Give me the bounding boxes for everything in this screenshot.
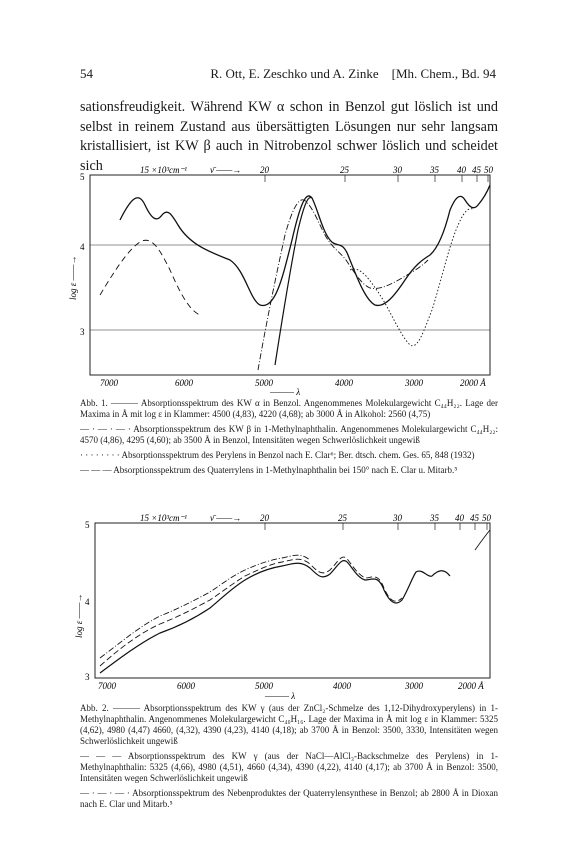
top-tick: 35: [430, 165, 439, 175]
bottom-tick: 6000: [177, 681, 195, 691]
y-tick: 4: [85, 597, 90, 607]
caption-line: — — — Absorptionsspektrum des Quaterrylens in 1-Methylnaphthalin bei 150° nach E. Clar u. Mitarb.⁵: [80, 465, 458, 475]
top-tick: 30: [393, 513, 402, 523]
caption-line: Abb. 1. ——— Absorptionsspektrum des KW α in Benzol. Angenommenes Molekulargewicht C₄₄H₂₂. Lage der Maxima in Å mit log ε in Klammer: 4500 (4,83), 4220 (4,68); ab 3000 Å in Alkohol: 2560 (4,75): [80, 398, 498, 419]
figure-1-caption: [80, 398, 498, 480]
curve-uv-segment: [475, 530, 490, 550]
top-tick: 30: [393, 165, 402, 175]
y-axis-label: log ε ——→: [74, 593, 84, 638]
caption-line: Abb. 2. ——— Absorptionsspektrum des KW γ (aus der ZnCl₂-Schmelze des 1,12-Dihydroxyperylens) in 1-Methylnaphthalin. Angenommenes Molekulargewicht C₄₀H₁₆. Lage der Maxima in Å mit log ε in Klammer: 5325 (4,62), 4980 (4,47) 4660, (4,32), 4390 (4,23), 4140 (4,18); ab 3700 Å in Benzol: 3500, 3330, Intensitäten wegen Schwerlöslichkeit ungewiß: [80, 703, 498, 746]
curve-kw-beta: [258, 200, 428, 370]
top-axis-label: 15 ×10³cm⁻¹: [140, 165, 187, 175]
page-number: 54: [80, 66, 93, 81]
top-tick: 40: [457, 165, 466, 175]
plot-frame: [95, 523, 490, 678]
running-head: R. Ott, E. Zeschko und A. Zinke [Mh. Chem., Bd. 94: [210, 66, 496, 81]
curve-perylene: [350, 209, 474, 346]
bottom-tick: 4000: [335, 378, 353, 388]
nu-label: ν̄ ——→: [210, 513, 242, 523]
bottom-tick: 7000: [100, 378, 118, 388]
top-tick: 35: [430, 513, 439, 523]
caption-line: · · · · · · · · Absorptionsspektrum des Perylens in Benzol nach E. Clar⁶; Ber. dtsch. chem. Ges. 65, 848 (1932): [80, 450, 475, 460]
caption-line: — · — · — · Absorptionsspektrum des Nebenproduktes der Quaterrylensynthese in Benzol; ab 2800 Å in Dioxan nach E. Clar und Mitarb.⁵: [80, 788, 498, 809]
figure-1: [60, 160, 510, 395]
y-tick: 3: [80, 327, 85, 337]
y-tick: 5: [80, 172, 85, 182]
top-tick: 50: [484, 165, 493, 175]
curve-quaterrylene: [100, 240, 200, 315]
bottom-tick: 2000 Å: [458, 681, 484, 691]
top-tick: 40: [455, 513, 464, 523]
bottom-tick: 5000: [255, 681, 273, 691]
bottom-tick: 2000 Å: [460, 378, 486, 388]
bottom-tick: 5000: [255, 378, 273, 388]
y-tick: 4: [80, 242, 85, 252]
figure-2-plot: [60, 508, 510, 700]
top-axis-label: 15 ×10³cm⁻¹: [140, 513, 187, 523]
nu-label: ν̄ ——→: [210, 165, 242, 175]
body-paragraph: sationsfreudigkeit. Während KW α schon in Benzol gut löslich ist und selbst in reinem Zustand aus übersättigten Lösungen nur sehr langsam kristallisiert, ist KW β auch in Nitrobenzol schwer löslich und scheidet sich: [80, 99, 498, 174]
top-tick: 50: [482, 513, 491, 523]
top-tick: 20: [260, 165, 269, 175]
top-tick: 20: [260, 513, 269, 523]
figure-1-plot: [60, 160, 510, 395]
caption-line: — — — Absorptionsspektrum des KW γ (aus der NaCl—AlCl₃-Backschmelze des Perylens) in 1-Methylnaphthalin: 5325 (4,66), 4980 (4,51), 4660 (4,34), 4390 (4,22), 4140 (4,17); ab 3700 Å in Benzol: 3500, Intensitäten wegen Schwerlöslichkeit ungewiß: [80, 751, 498, 783]
y-tick: 3: [85, 672, 90, 682]
bottom-tick: 4000: [333, 681, 351, 691]
figure-2-caption: [80, 703, 498, 814]
bottom-tick: 3000: [405, 681, 423, 691]
y-tick: 5: [85, 520, 90, 530]
figure-2: [60, 508, 510, 700]
top-tick: 45: [472, 165, 481, 175]
bottom-tick: 3000: [405, 378, 423, 388]
top-tick: 45: [470, 513, 479, 523]
curve-kw-gamma-zncl2: [100, 561, 450, 673]
top-tick: 25: [340, 165, 349, 175]
lambda-label: ——— λ: [270, 387, 301, 395]
y-axis-label: log ε ——→: [68, 255, 78, 300]
curve-by-product: [100, 555, 310, 658]
caption-line: — · — · — · Absorptionsspektrum des KW β in 1-Methylnaphthalin. Angenommenes Molekulargewicht C₄₄H₂₂: 4570 (4,86), 4295 (4,60); ab 3500 Å in Benzol, Intensitäten wegen Schwerlöslichkeit ungewiß: [80, 424, 498, 445]
bottom-tick: 6000: [175, 378, 193, 388]
bottom-tick: 7000: [98, 681, 116, 691]
top-tick: 25: [338, 513, 347, 523]
lambda-label: ——— λ: [265, 691, 296, 700]
